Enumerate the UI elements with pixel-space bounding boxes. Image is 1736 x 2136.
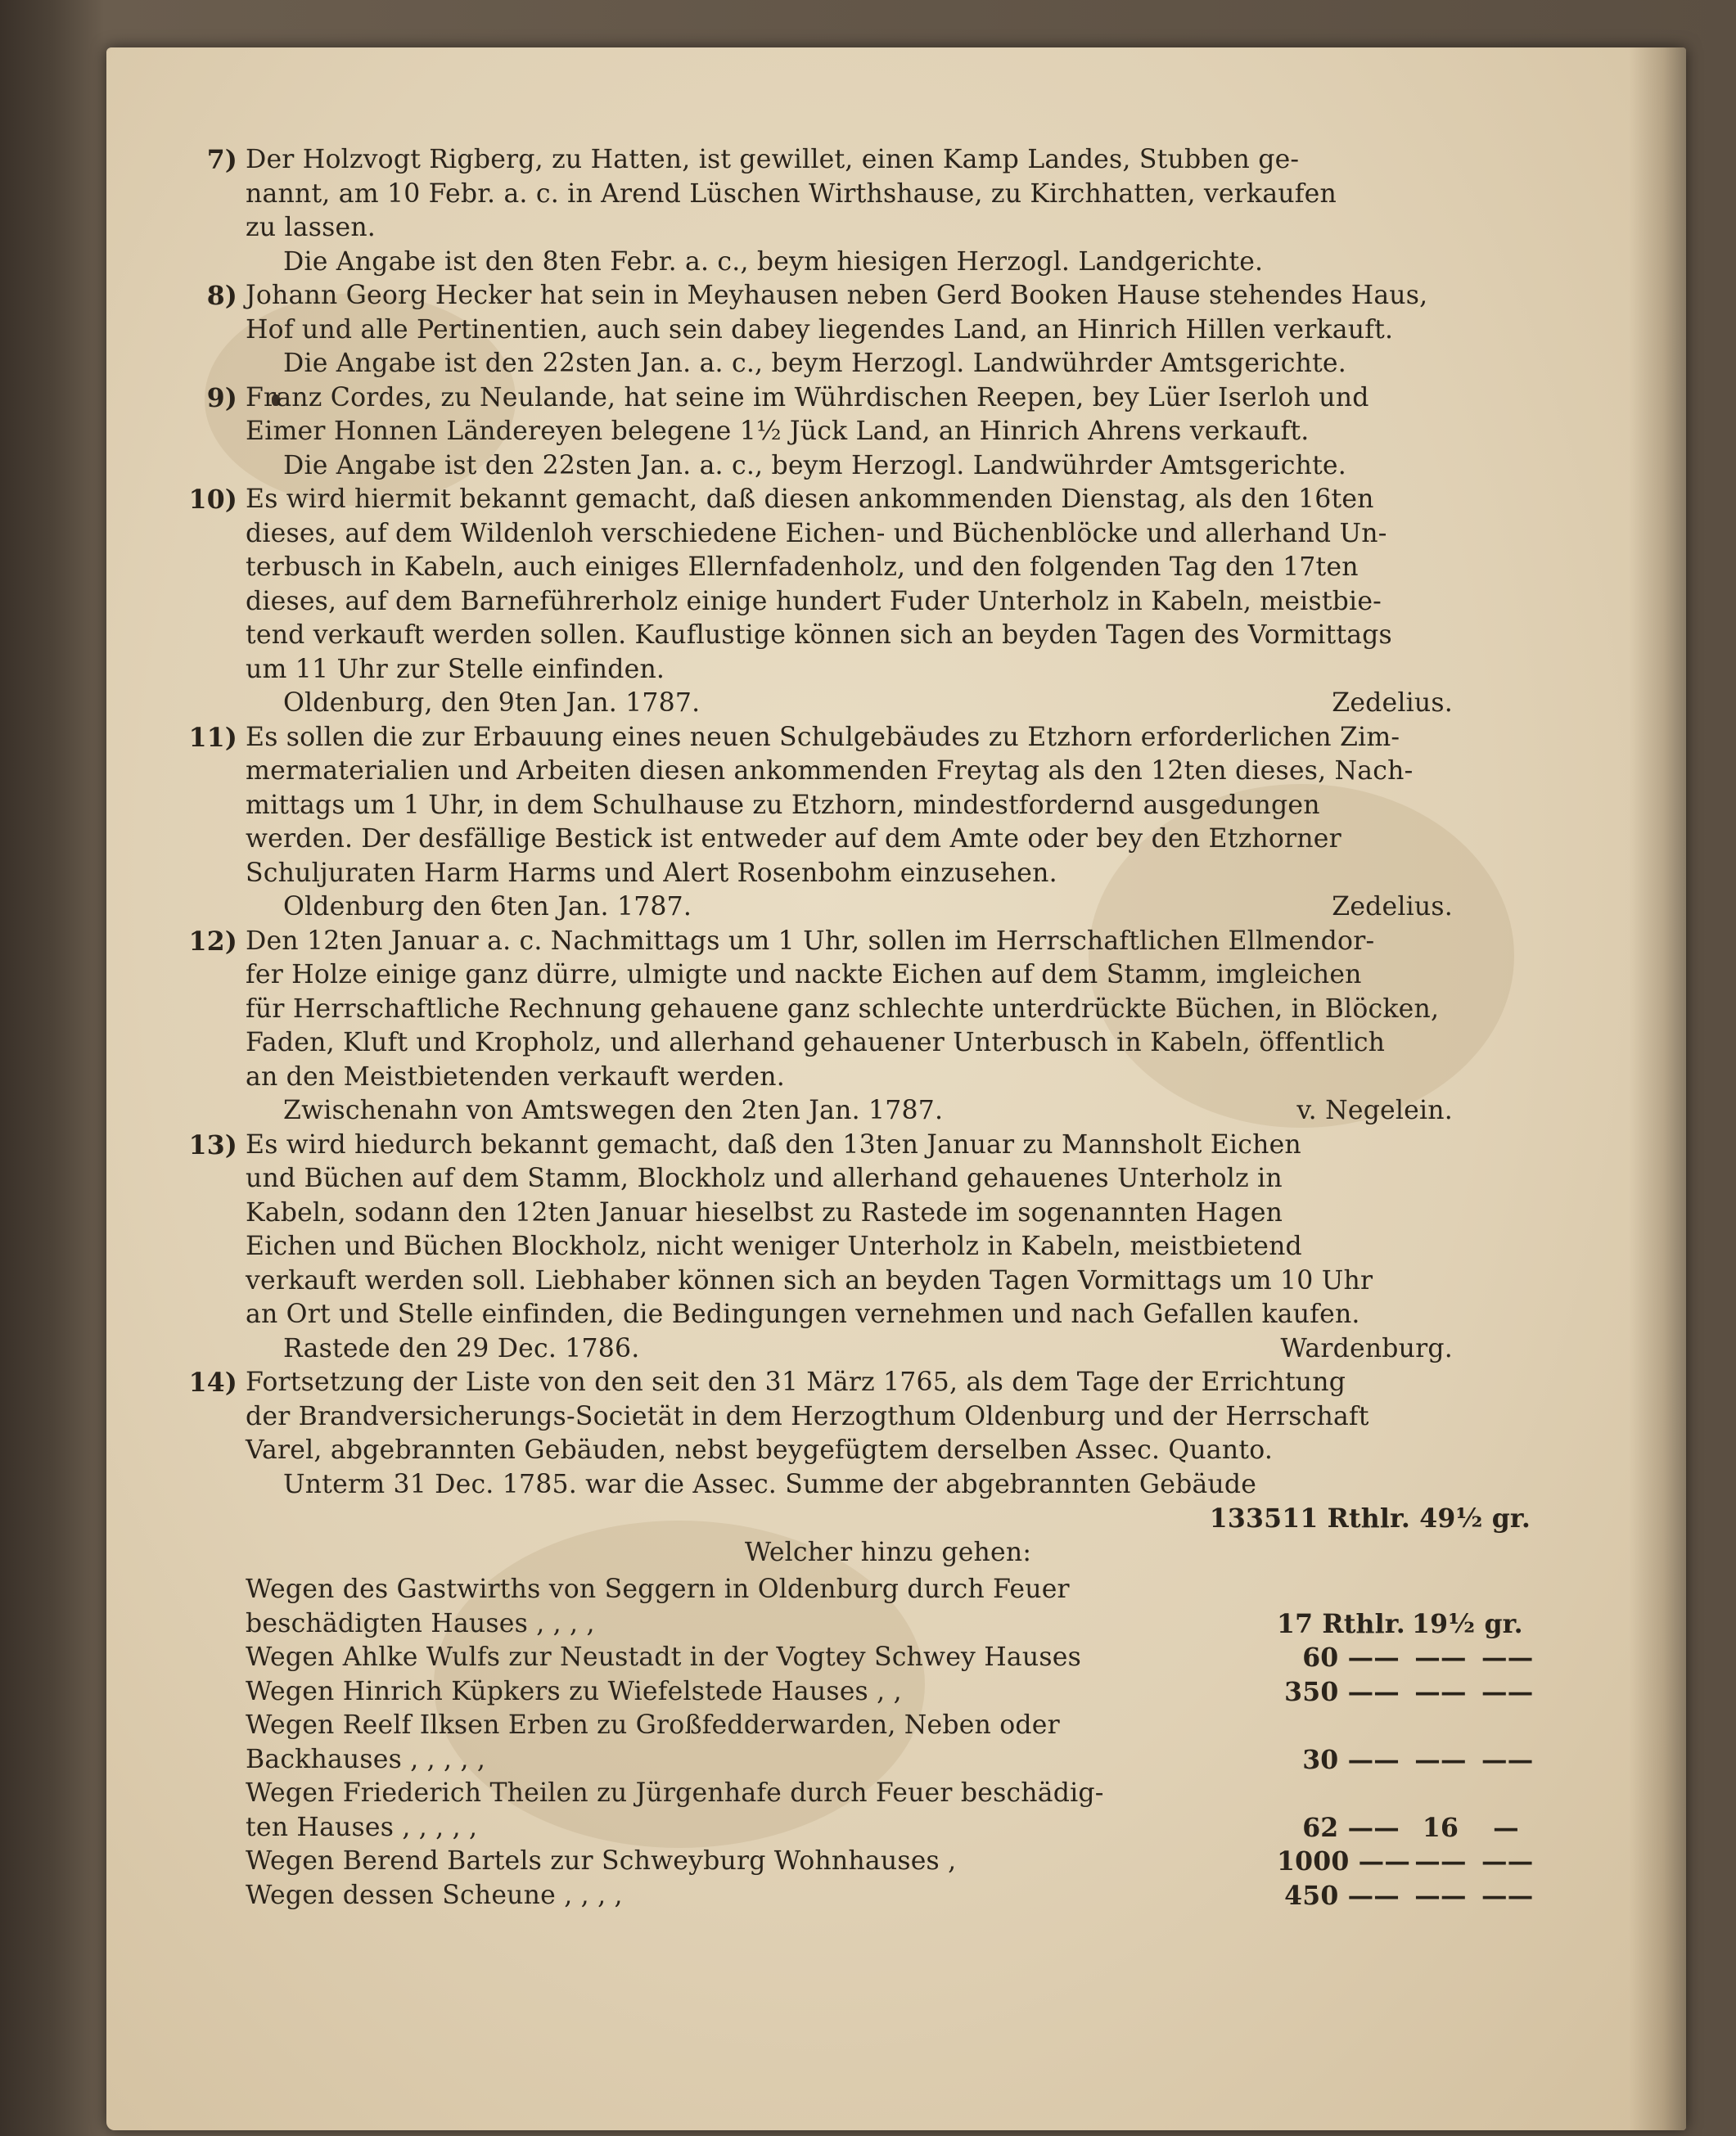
item-description-line: Wegen dessen Scheune , , , , xyxy=(246,1880,623,1910)
loss-list-item xyxy=(246,1641,1534,1675)
entry-line: Es wird hiermit bekannt gemacht, daß diesen ankommenden Dienstag, als den 16ten xyxy=(246,484,1374,514)
entry-number: 12) xyxy=(188,926,237,957)
entry-line: Es sollen die zur Erbauung eines neuen Schulgebäudes zu Etzhorn erforderlichen Zim- xyxy=(246,722,1400,752)
item-description-line: ten Hauses , , , , , xyxy=(246,1812,478,1842)
entry-line: verkauft werden soll. Liebhaber können sich an beyden Tagen Vormittags um 10 Uhr xyxy=(246,1265,1373,1296)
item-description xyxy=(246,1879,1277,1913)
item-description xyxy=(246,1675,1277,1710)
list-subheading: Welcher hinzu gehen: xyxy=(744,1537,1032,1567)
amount-gr: 19½ gr. xyxy=(1412,1608,1523,1639)
entry-line: werden. Der desfällige Bestick ist entweder auf dem Amte oder bey den Etzhorner xyxy=(246,824,1341,854)
entry-line: terbusch in Kabeln, auch einiges Ellernfadenholz, und den folgenden Tag den 17ten xyxy=(246,552,1359,582)
loss-list-item xyxy=(246,1675,1534,1710)
amount-pf xyxy=(1481,1607,1531,1642)
entry-line: an den Meistbietenden verkauft werden. xyxy=(246,1061,785,1092)
amount-rthlr: 1000 —— xyxy=(1277,1846,1411,1877)
entry-line: Franz Cordes, zu Neulande, hat seine im Wührdischen Reepen, bey Lüer Iserloh und xyxy=(246,382,1369,412)
loss-list-item xyxy=(246,1573,1531,1641)
total-amount: 133511 Rthlr. 49½ gr. xyxy=(1209,1503,1531,1534)
item-description-line: Wegen Ahlke Wulfs zur Neustadt in der Vogtey Schwey Hauses xyxy=(246,1643,1081,1672)
amount-rthlr: 30 —— xyxy=(1302,1744,1400,1775)
page-gutter-shadow xyxy=(1629,47,1686,2130)
entry-line: Den 12ten Januar a. c. Nachmittags um 1 Uhr, sollen im Herrschaftlichen Ellmendor- xyxy=(246,926,1375,956)
entry-line: Es wird hiedurch bekannt gemacht, daß den 13ten Januar zu Mannsholt Eichen xyxy=(246,1129,1301,1160)
entry-line: dieses, auf dem Barneführerholz einige hundert Fuder Unterholz in Kabeln, meistbie- xyxy=(246,586,1382,616)
item-description-line: Wegen des Gastwirths von Seggern in Oldenburg durch Feuer xyxy=(246,1575,1070,1604)
amount-gr: —— xyxy=(1414,1643,1467,1673)
entry-signature xyxy=(246,1332,1531,1367)
item-amount xyxy=(1277,1743,1534,1778)
amount-gr: —— xyxy=(1414,1880,1467,1911)
amount-pf: —— xyxy=(1481,1846,1534,1877)
entry-line: nannt, am 10 Febr. a. c. in Arend Lüschen Wirthshause, zu Kirchhatten, verkaufen xyxy=(246,178,1337,209)
entry-line: und Büchen auf dem Stamm, Blockholz und allerhand gehauenes Unterholz in xyxy=(246,1164,1283,1193)
entry-line: dieses, auf dem Wildenloh verschiedene Eichen- und Büchenblöcke und allerhand Un- xyxy=(246,518,1387,548)
entry-signature xyxy=(246,687,1531,721)
loss-list xyxy=(246,1573,1534,1913)
item-amount xyxy=(1277,1879,1534,1913)
entry-line: Faden, Kluft und Kropholz, und allerhand gehauener Unterbusch in Kabeln, öffentlich xyxy=(246,1028,1386,1057)
signature-name: Zedelius. xyxy=(1332,892,1453,922)
amount-rthlr: 62 —— xyxy=(1302,1812,1400,1843)
amount-pf: —— xyxy=(1481,1643,1534,1673)
entry-line: Schuljuraten Harm Harms und Alert Rosenbohm einzusehen. xyxy=(246,858,1057,888)
loss-list-item xyxy=(246,1709,1534,1777)
entry-line: mermaterialien und Arbeiten diesen ankommenden Freytag als den 12ten dieses, Nach- xyxy=(246,756,1414,786)
entry-line: Johann Georg Hecker hat sein in Meyhausen neben Gerd Booken Hause stehendes Haus, xyxy=(246,281,1428,310)
item-description xyxy=(246,1573,1277,1641)
item-description-line: Wegen Berend Bartels zur Schweyburg Wohnhauses , xyxy=(246,1846,957,1876)
item-description xyxy=(246,1709,1277,1777)
item-amount xyxy=(1277,1641,1534,1675)
amount-rthlr: 350 —— xyxy=(1284,1676,1400,1707)
entry-note: Die Angabe ist den 22sten Jan. a. c., beym Herzogl. Landwührder Amtsgerichte. xyxy=(283,349,1346,378)
item-amount xyxy=(1277,1811,1531,1845)
amount-rthlr: 17 Rthlr. xyxy=(1277,1608,1405,1639)
signature-place-date: Oldenburg den 6ten Jan. 1787. xyxy=(283,892,692,922)
entry-note: Die Angabe ist den 8ten Febr. a. c., beym hiesigen Herzogl. Landgerichte. xyxy=(283,246,1264,277)
amount-gr: —— xyxy=(1414,1846,1467,1877)
notice-entry xyxy=(188,483,1531,721)
entry-line: tend verkauft werden sollen. Kauflustige können sich an beyden Tagen des Vormittags xyxy=(246,620,1392,650)
item-description xyxy=(246,1641,1277,1675)
amount-rthlr: 450 —— xyxy=(1284,1880,1400,1911)
item-description-line: Wegen Reelf Ilksen Erben zu Großfedderwarden, Neben oder xyxy=(246,1710,1060,1740)
item-amount xyxy=(1277,1607,1531,1642)
item-amount xyxy=(1277,1845,1534,1879)
entry-line: um 11 Uhr zur Stelle einfinden. xyxy=(246,654,665,684)
notice-entry xyxy=(188,721,1531,925)
entry-line: Eichen und Büchen Blockholz, nicht weniger Unterholz in Kabeln, meistbietend xyxy=(246,1232,1302,1261)
entry-line: zu lassen. xyxy=(246,213,377,242)
signature-name: v. Negelein. xyxy=(1296,1096,1453,1125)
entry-line: Kabeln, sodann den 12ten Januar hieselbst zu Rastede im sogenannten Hagen xyxy=(246,1197,1283,1228)
item-description xyxy=(246,1845,1277,1879)
entry-number: 9) xyxy=(206,382,237,413)
signature-place-date: Oldenburg, den 9ten Jan. 1787. xyxy=(283,688,701,718)
item-description-line: beschädigten Hauses , , , , xyxy=(246,1608,595,1638)
loss-list-item xyxy=(246,1777,1531,1845)
item-description xyxy=(246,1777,1277,1845)
notice-entry xyxy=(206,279,1531,381)
entry-number: 8) xyxy=(206,281,237,311)
amount-rthlr: 60 —— xyxy=(1302,1643,1400,1673)
entry-line: Varel, abgebrannten Gebäuden, nebst beygefügtem derselben Assec. Quanto. xyxy=(246,1435,1274,1465)
entry-line: Fortsetzung der Liste von den seit den 31 März 1765, als dem Tage der Errichtung xyxy=(246,1368,1346,1397)
loss-list-item xyxy=(246,1879,1534,1913)
notice-entry xyxy=(206,381,1531,484)
amount-pf: —— xyxy=(1481,1676,1534,1707)
entry-note: Die Angabe ist den 22sten Jan. a. c., beym Herzogl. Landwührder Amtsgerichte. xyxy=(283,450,1346,480)
entry-line: mittags um 1 Uhr, in dem Schulhause zu Etzhorn, mindestfordernd ausgedungen xyxy=(246,790,1320,820)
amount-gr: —— xyxy=(1414,1676,1467,1707)
signature-name: Wardenburg. xyxy=(1280,1333,1453,1363)
entry-signature xyxy=(246,890,1531,925)
entry-number: 11) xyxy=(188,722,237,753)
entry-line: für Herrschaftliche Rechnung gehauene ganz schlechte unterdrückte Büchen, in Blöcken, xyxy=(246,994,1440,1024)
amount-gr: 16 xyxy=(1422,1812,1459,1843)
entry-number: 14) xyxy=(188,1368,237,1398)
entry-number: 10) xyxy=(188,484,237,515)
signature-place-date: Zwischenahn von Amtswegen den 2ten Jan. 1787. xyxy=(283,1096,944,1125)
item-description-line: Wegen Friederich Theilen zu Jürgenhafe durch Feuer beschädig- xyxy=(246,1778,1104,1808)
notice-entry xyxy=(206,143,1531,279)
amount-gr: —— xyxy=(1414,1744,1467,1775)
item-description-line: Backhauses , , , , , xyxy=(246,1744,486,1774)
signature-name: Zedelius. xyxy=(1332,688,1453,718)
entry-line: Hof und alle Pertinentien, auch sein dabey liegendes Land, an Hinrich Hillen verkauft. xyxy=(246,314,1394,345)
amount-pf: — xyxy=(1493,1812,1519,1843)
item-amount xyxy=(1277,1675,1534,1710)
signature-place-date: Rastede den 29 Dec. 1786. xyxy=(283,1333,640,1363)
notice-entry xyxy=(188,1366,1534,1913)
total-line: Unterm 31 Dec. 1785. war die Assec. Summe der abgebrannten Gebäude xyxy=(283,1469,1257,1499)
entry-line: an Ort und Stelle einfinden, die Bedingungen vernehmen und nach Gefallen kaufen. xyxy=(246,1300,1360,1329)
document-text xyxy=(188,143,1534,1913)
entry-line: fer Holze einige ganz dürre, ulmigte und nackte Eichen auf dem Stamm, imgleichen xyxy=(246,960,1362,989)
entry-number: 7) xyxy=(206,145,237,175)
entry-line: Eimer Honnen Ländereyen belegene 1½ Jück Land, an Hinrich Ahrens verkauft. xyxy=(246,417,1310,446)
entry-line: der Brandversicherungs-Societät in dem Herzogthum Oldenburg und der Herrschaft xyxy=(246,1401,1369,1431)
entry-signature xyxy=(246,1094,1531,1129)
amount-pf: —— xyxy=(1481,1744,1534,1775)
entry-number: 13) xyxy=(188,1129,237,1160)
notice-entry xyxy=(188,925,1531,1129)
amount-pf: —— xyxy=(1481,1880,1534,1911)
entry-line: Der Holzvogt Rigberg, zu Hatten, ist gewillet, einen Kamp Landes, Stubben ge- xyxy=(246,145,1300,174)
notice-entry xyxy=(188,1129,1531,1367)
item-description-line: Wegen Hinrich Küpkers zu Wiefelstede Hauses , , xyxy=(246,1676,902,1706)
loss-list-item xyxy=(246,1845,1534,1879)
